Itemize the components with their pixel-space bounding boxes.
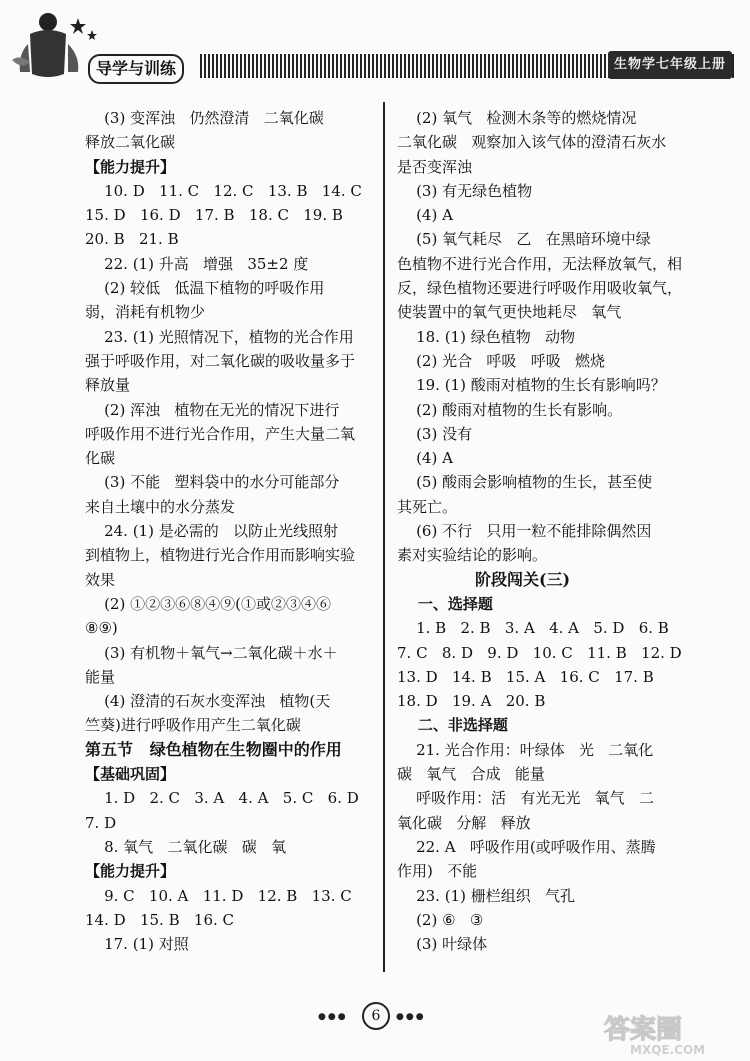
answer-line: (2) 氧气 检测木条等的燃烧情况 (397, 109, 637, 127)
answer-line: (3) 不能 塑料袋中的水分可能部分 (85, 473, 340, 492)
answer-line: 24. (1) 是必需的 以防止光线照射 (85, 522, 339, 541)
answer-line: (3) 有无绿色植物 (397, 181, 533, 200)
answer-line: (3) 没有 (397, 424, 473, 443)
answer-line: 10. D 11. C 12. C 13. B 14. C (85, 181, 362, 200)
section-heading: 第五节 绿色植物在生物圈中的作用 (85, 739, 342, 759)
answer-line: 色植物不进行光合作用，无法释放氧气，相 (397, 254, 683, 273)
answer-line: 8. 氧气 二氧化碳 碳 氧 (85, 837, 287, 856)
answer-line: 17. (1) 对照 (85, 935, 189, 954)
answer-line: 释放二氧化碳 (85, 133, 176, 152)
subsection-label: 一、选择题 (397, 594, 493, 613)
answer-line: 竺葵)进行呼吸作用产生二氧化碳 (85, 716, 301, 735)
answer-line: 13. D 14. B 15. A 16. C 17. B (397, 667, 654, 686)
answer-line: (4) A (397, 449, 453, 468)
answer-line: 18. (1) 绿色植物 动物 (397, 327, 576, 346)
answer-line: 18. D 19. A 20. B (397, 692, 546, 711)
answer-line: 二氧化碳 观察加入该气体的澄清石灰水 (397, 133, 667, 152)
answer-line: (3) 叶绿体 (397, 935, 488, 954)
answer-line: 来自土壤中的水分蒸发 (85, 497, 236, 516)
answer-line: 9. C 10. A 11. D 12. B 13. C (85, 886, 352, 905)
subject-label: 生物学七年级上册 (608, 51, 732, 79)
answer-line: ⑧⑨) (85, 619, 118, 638)
brand-title: 导学与训练 (88, 54, 184, 84)
subsection-label: 二、非选择题 (397, 716, 508, 735)
answer-line: 23. (1) 光照情况下，植物的光合作用 (85, 327, 354, 346)
answer-line: (3) 有机物＋氧气→二氧化碳＋水＋ (85, 643, 338, 662)
footer-dots-right: ●●● (396, 1012, 426, 1022)
answer-line: 21. 光合作用：叶绿体 光 二氧化 (397, 740, 654, 759)
left-column (85, 106, 375, 956)
answer-line: (5) 酸雨会影响植物的生长，甚至使 (397, 473, 653, 492)
answer-line: (2) ①②③⑥⑧④⑨(①或②③④⑥ (85, 594, 331, 613)
answer-line: 15. D 16. D 17. B 18. C 19. B (85, 206, 343, 225)
answer-line: 14. D 15. B 16. C (85, 910, 235, 929)
answer-line: 1. D 2. C 3. A 4. A 5. C 6. D (85, 789, 359, 808)
answer-line: 22. (1) 升高 增强 35±2 度 (85, 254, 309, 273)
section-heading: 阶段闯关(三) (397, 569, 571, 589)
answer-line: 22. A 呼吸作用(或呼吸作用、蒸腾 (397, 837, 656, 856)
answer-line: (2) 酸雨对植物的生长有影响。 (397, 400, 623, 419)
answer-line: 弱，消耗有机物少 (85, 303, 206, 322)
answer-line: 7. C 8. D 9. D 10. C 11. B 12. D (397, 643, 682, 662)
page-header (0, 0, 750, 90)
answer-line: 作用) 不能 (397, 862, 478, 881)
answer-line: 强于呼吸作用，对二氧化碳的吸收量多于 (85, 351, 356, 370)
answer-line: 1. B 2. B 3. A 4. A 5. D 6. B (397, 619, 669, 638)
answer-line: 呼吸作用不进行光合作用，产生大量二氧 (85, 424, 356, 443)
subsection-label: 【能力提升】 (85, 157, 176, 176)
answer-line: 效果 (85, 570, 116, 589)
answer-line: (4) A (397, 206, 453, 225)
right-column (397, 106, 685, 956)
watermark-url: MXQE.COM (630, 1043, 706, 1057)
answer-line: 到植物上，植物进行光合作用而影响实验 (85, 546, 356, 565)
column-divider (383, 102, 385, 972)
answer-line: 素对实验结论的影响。 (397, 546, 548, 565)
answer-line: 7. D (85, 813, 117, 832)
answer-line: (2) ⑥ ③ (397, 910, 484, 929)
subsection-label: 【基础巩固】 (85, 765, 176, 784)
answer-line: (2) 浑浊 植物在无光的情况下进行 (85, 400, 340, 419)
page-number: 6 (362, 1002, 390, 1030)
answer-line: (5) 氧气耗尽 乙 在黑暗环境中绿 (397, 230, 651, 249)
answer-line: 化碳 (85, 449, 116, 468)
watermark-main: 答案圈 (604, 1015, 683, 1045)
answer-line: (3) 变浑浊 仍然澄清 二氧化碳 (85, 109, 324, 127)
subsection-label: 【能力提升】 (85, 862, 176, 881)
answer-line: 19. (1) 酸雨对植物的生长有影响吗？ (397, 376, 666, 395)
answer-line: 23. (1) 栅栏组织 气孔 (397, 886, 576, 905)
answer-line: (6) 不行 只用一粒不能排除偶然因 (397, 522, 652, 541)
answer-line: 20. B 21. B (85, 230, 179, 249)
answer-line: 其死亡。 (397, 497, 458, 516)
answer-line: 使装置中的氧气更快地耗尽 氧气 (397, 303, 622, 322)
answer-line: 氧化碳 分解 释放 (397, 813, 531, 832)
answer-line: (4) 澄清的石灰水变浑浊 植物(天 (85, 692, 331, 711)
footer-dots-left: ●●● (318, 1012, 348, 1022)
watermark-logo (600, 1010, 740, 1058)
answer-line: 呼吸作用：活 有光无光 氧气 二 (397, 789, 654, 808)
answer-line: 是否变浑浊 (397, 157, 473, 176)
answer-line: (2) 光合 呼吸 呼吸 燃烧 (397, 351, 606, 370)
answer-line: 反，绿色植物还要进行呼吸作用吸收氧气， (397, 279, 683, 298)
answer-line: (2) 较低 低温下植物的呼吸作用 (85, 279, 325, 298)
answer-line: 碳 氧气 合成 能量 (397, 765, 545, 784)
answer-line: 释放量 (85, 376, 131, 395)
answer-line: 能量 (85, 667, 116, 686)
